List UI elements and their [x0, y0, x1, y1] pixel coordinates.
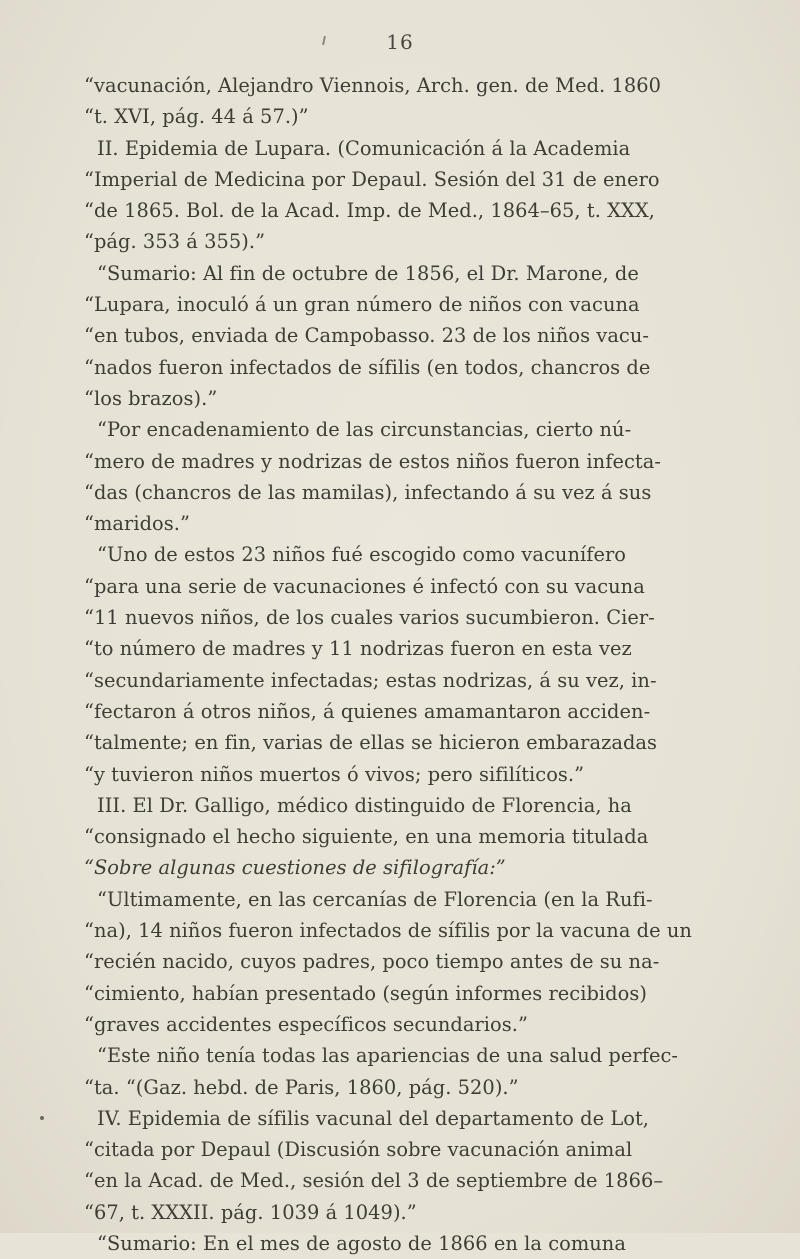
text-line-17: “para una serie de vacunaciones é infectó con su vacuna [84, 574, 645, 598]
text-line-25: “consignado el hecho siguiente, en una memoria titulada [84, 825, 649, 849]
text-line-15: “maridos.” [84, 512, 190, 536]
text-line-14: “das (chancros de las mamilas), infectando á su vez á sus [84, 480, 652, 504]
text-line-35: “citada por Depaul (Discusión sobre vacunación animal [84, 1138, 633, 1162]
text-line-36: “en la Acad. de Med., sesión del 3 de septiembre de 1866– [84, 1169, 664, 1193]
text-line-1: “vacunación, Alejandro Viennois, Arch. gen. de Med. 1860 [84, 74, 662, 97]
text-line-37: “67, t. XXXII. pág. 1039 á 1049).” [84, 1200, 417, 1224]
text-line-3: II. Epidemia de Lupara. (Comunicación á la Academia [97, 136, 631, 160]
text-line-19: “to número de madres y 11 nodrizas fueron en esta vez [84, 637, 632, 661]
text-line-21: “fectaron á otros niños, á quienes amamantaron acciden- [84, 699, 651, 723]
text-line-9: “en tubos, enviada de Campobasso. 23 de los niños vacu- [84, 324, 649, 348]
text-line-13: “mero de madres y nodrizas de estos niños fueron infecta- [84, 449, 661, 473]
text-line-28: “na), 14 niños fueron infectados de sífilis por la vacuna de un [84, 919, 692, 943]
text-line-26: “Sobre algunas cuestiones de sifilografía:” [84, 856, 506, 880]
text-line-22: “talmente; en fin, varias de ellas se hicieron embarazadas [84, 731, 658, 755]
margin-dot [40, 1116, 44, 1120]
text-line-16: “Uno de estos 23 niños fué escogido como vacunífero [97, 543, 627, 567]
body-text [84, 70, 734, 1259]
text-line-34: IV. Epidemia de sífilis vacunal del departamento de Lot, [97, 1106, 650, 1130]
text-line-23: “y tuvieron niños muertos ó vivos; pero sifilíticos.” [84, 762, 585, 786]
text-line-12: “Por encadenamiento de las circunstancias, cierto nú- [97, 418, 632, 442]
text-line-27: “Ultimamente, en las cercanías de Florencia (en la Rufi- [97, 887, 653, 911]
text-line-5: “de 1865. Bol. de la Acad. Imp. de Med., 1864–65, t. XXX, [84, 199, 655, 223]
page-number: 16 [386, 30, 414, 54]
text-line-10: “nados fueron infectados de sífilis (en todos, chancros de [84, 355, 651, 379]
text-line-32: “Este niño tenía todas las apariencias de una salud perfec- [97, 1044, 678, 1068]
text-line-7: “Sumario: Al fin de octubre de 1856, el Dr. Marone, de [97, 261, 639, 285]
text-line-38: “Sumario: En el mes de agosto de 1866 en la comuna [97, 1231, 626, 1255]
text-line-4: “Imperial de Medicina por Depaul. Sesión del 31 de enero [84, 167, 660, 191]
text-line-6: “pág. 353 á 355).” [84, 230, 266, 254]
text-line-31: “graves accidentes específicos secundarios.” [84, 1012, 528, 1036]
text-line-33: “ta. “(Gaz. hebd. de Paris, 1860, pág. 520).” [84, 1075, 519, 1099]
text-line-20: “secundariamente infectadas; estas nodrizas, á su vez, in- [84, 668, 657, 692]
text-line-29: “recién nacido, cuyos padres, poco tiempo antes de su na- [84, 950, 660, 974]
text-line-30: “cimiento, habían presentado (según informes recibidos) [84, 981, 647, 1005]
text-line-2: “t. XVI, pág. 44 á 57.)” [84, 105, 309, 129]
text-line-11: “los brazos).” [84, 386, 218, 410]
text-line-24: III. El Dr. Galligo, médico distinguido de Florencia, ha [97, 793, 632, 817]
text-line-8: “Lupara, inoculó á un gran número de niños con vacuna [84, 293, 640, 317]
text-line-18: “11 nuevos niños, de los cuales varios sucumbieron. Cier- [84, 606, 655, 630]
